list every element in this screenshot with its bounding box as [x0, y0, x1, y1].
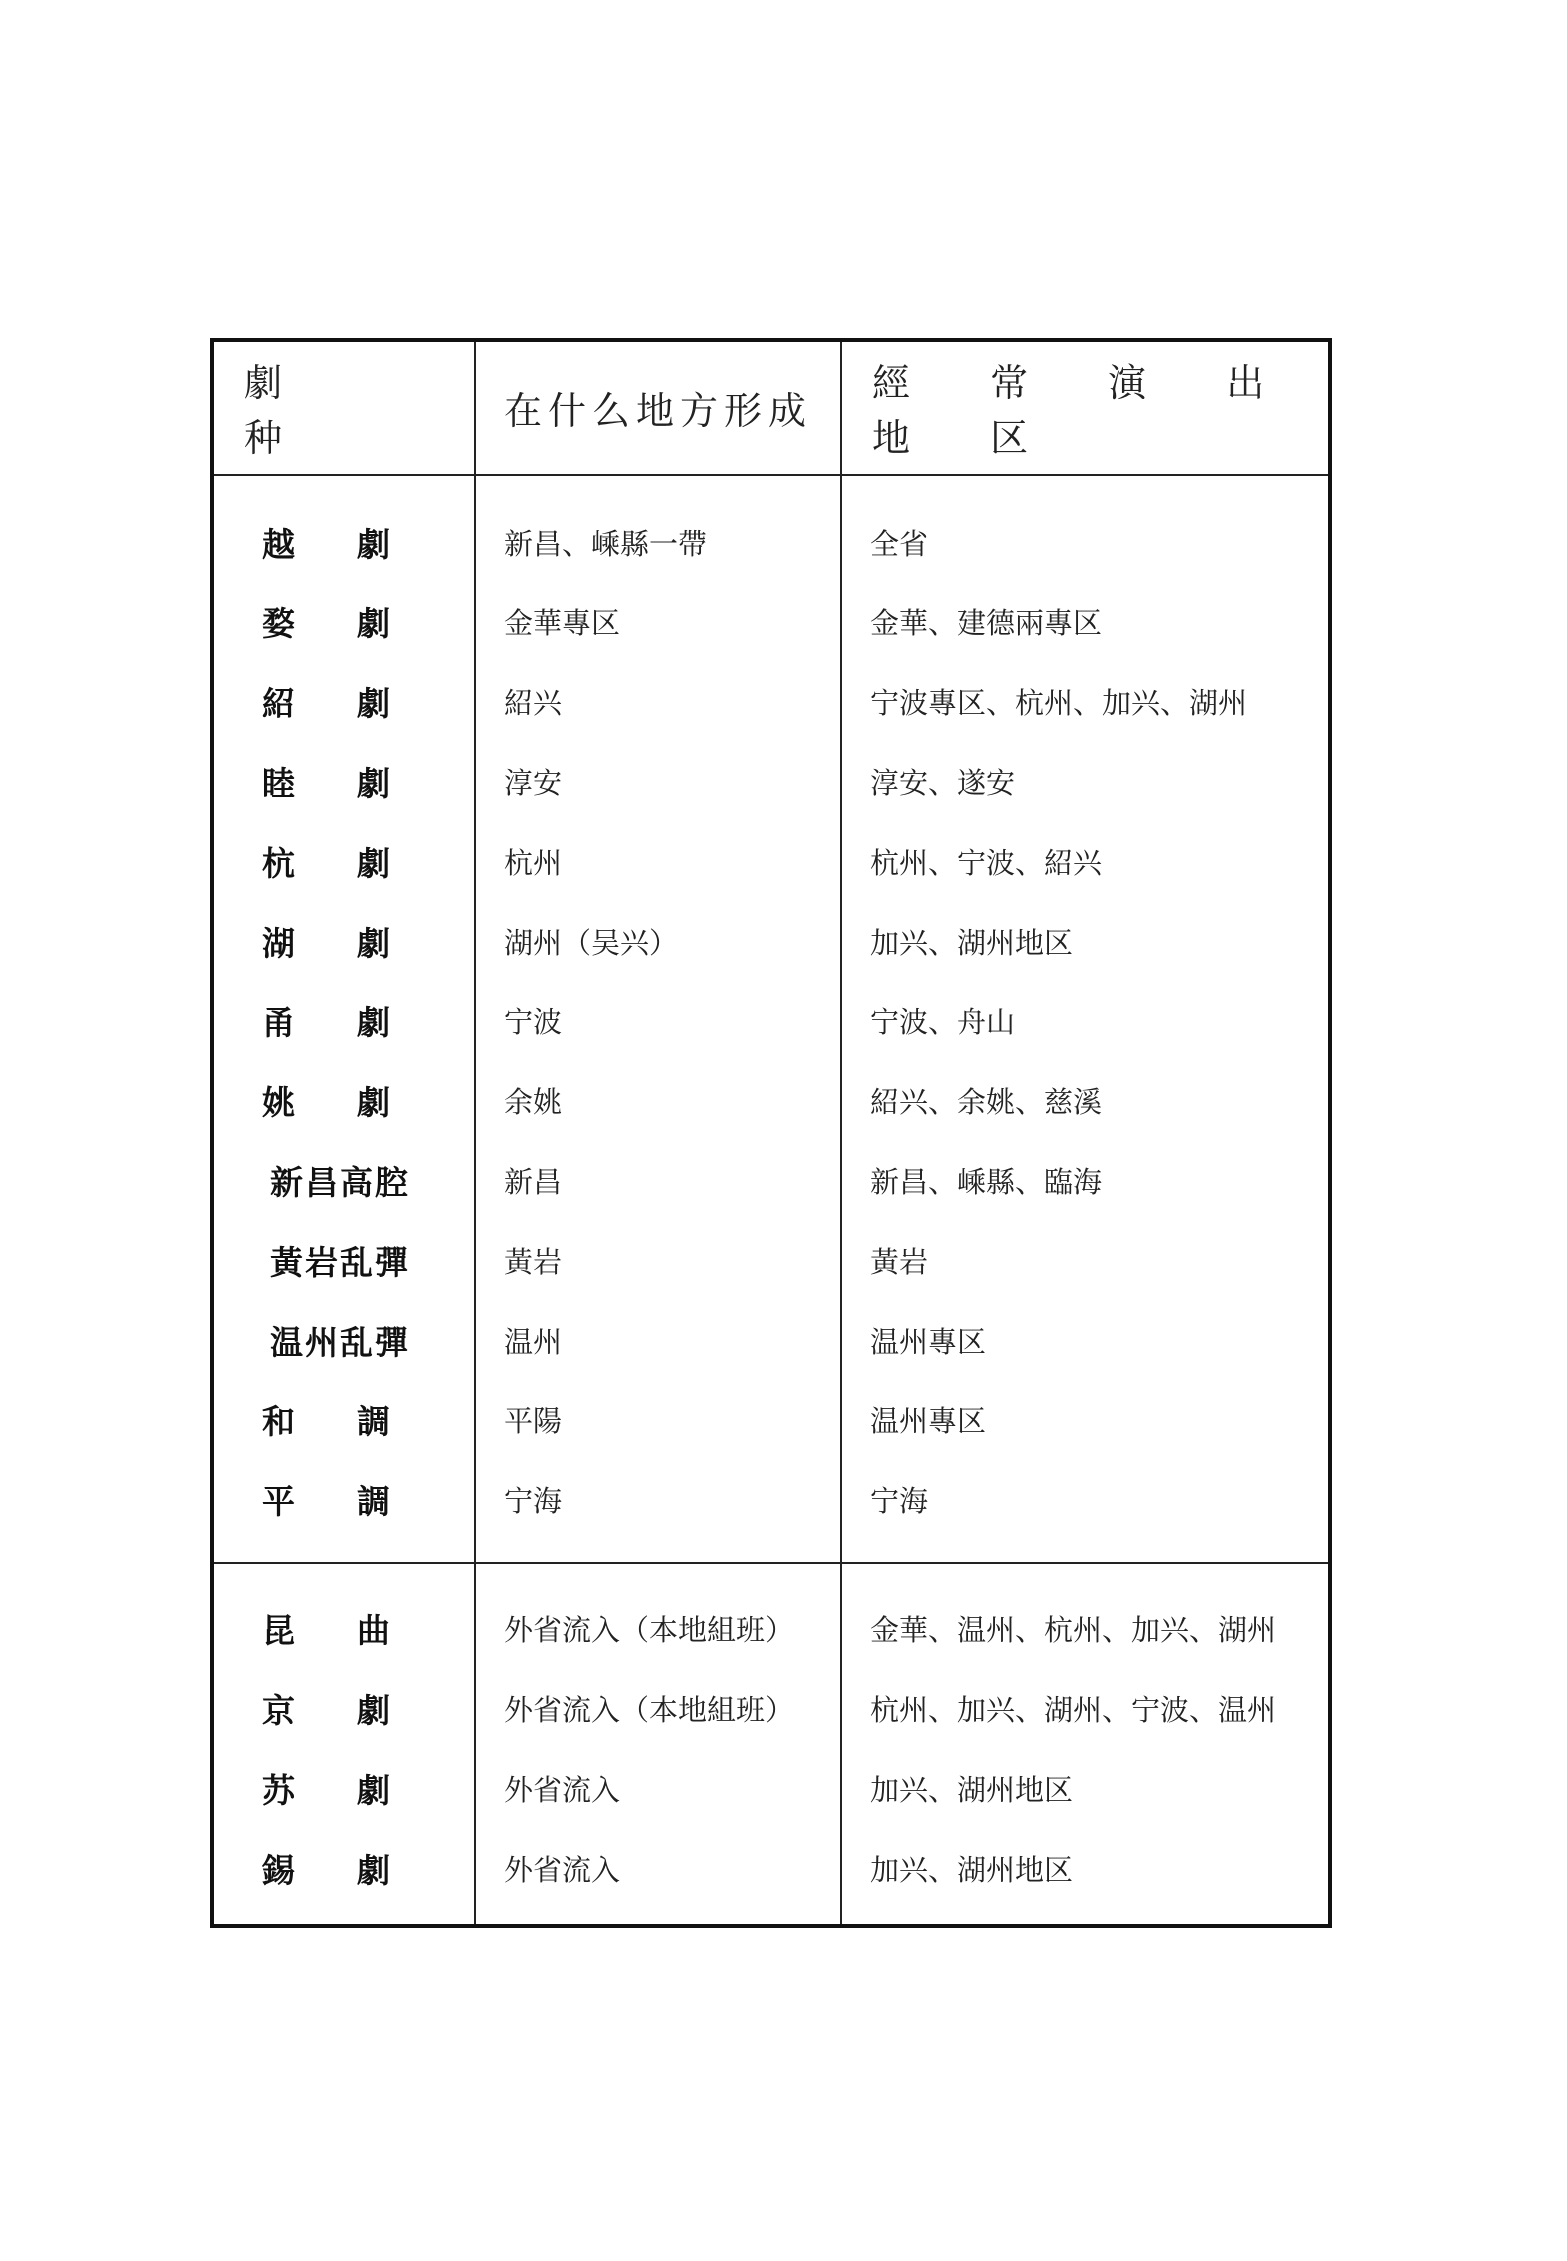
performance-areas: 新昌、嵊縣、臨海 — [870, 1164, 1103, 1199]
table-row — [214, 1140, 1328, 1220]
performance-areas: 温州專区 — [870, 1404, 987, 1439]
opera-name: 紹劇 — [262, 684, 452, 724]
opera-name: 湖劇 — [262, 923, 452, 963]
opera-name: 平調 — [262, 1482, 452, 1522]
table-row — [214, 502, 1328, 582]
origin-place: 外省流入（本地組班） — [504, 1612, 795, 1647]
table-row — [214, 582, 1328, 662]
origin-place: 宁海 — [504, 1484, 563, 1519]
header-opera-type: 劇 种 — [244, 361, 335, 460]
opera-name: 黃岩乱彈 — [270, 1242, 410, 1282]
table-row — [214, 662, 1328, 742]
opera-name: 和調 — [262, 1402, 452, 1442]
table-row — [214, 1300, 1328, 1380]
table-row — [214, 1668, 1328, 1748]
performance-areas: 淳安、遂安 — [870, 765, 1016, 800]
table-row — [214, 1588, 1328, 1668]
origin-place: 紹兴 — [504, 686, 563, 721]
opera-name: 京劇 — [262, 1690, 452, 1730]
opera-name: 錫劇 — [262, 1850, 452, 1890]
table-row — [214, 1460, 1328, 1540]
origin-place: 外省流入（本地組班） — [504, 1692, 795, 1727]
table-row — [214, 1748, 1328, 1828]
table-row — [214, 1828, 1328, 1908]
section-divider — [214, 1562, 1328, 1564]
table-row — [214, 1061, 1328, 1141]
performance-areas: 加兴、湖州地区 — [870, 925, 1074, 960]
opera-name: 杭劇 — [262, 843, 452, 883]
performance-areas: 紹兴、余姚、慈溪 — [870, 1085, 1103, 1120]
opera-name: 昆曲 — [262, 1610, 452, 1650]
performance-areas: 杭州、加兴、湖州、宁波、温州 — [870, 1692, 1277, 1727]
origin-place: 淳安 — [504, 765, 563, 800]
performance-areas: 宁海 — [870, 1484, 929, 1519]
opera-name: 越劇 — [262, 524, 452, 564]
opera-name: 苏劇 — [262, 1770, 452, 1810]
header-origin: 在什么地方形成 — [503, 388, 812, 433]
opera-name: 新昌高腔 — [270, 1162, 410, 1202]
origin-place: 黃岩 — [504, 1244, 563, 1279]
origin-place: 新昌、嵊縣一帶 — [504, 526, 708, 561]
performance-areas: 加兴、湖州地区 — [870, 1772, 1074, 1807]
origin-place: 杭州 — [504, 845, 563, 880]
table-row — [214, 901, 1328, 981]
origin-place: 平陽 — [504, 1404, 563, 1439]
origin-place: 外省流入 — [504, 1772, 621, 1807]
performance-areas: 宁波、舟山 — [870, 1005, 1016, 1040]
origin-place: 余姚 — [504, 1085, 563, 1120]
table-row — [214, 821, 1328, 901]
performance-areas: 宁波專区、杭州、加兴、湖州 — [870, 686, 1248, 721]
origin-place: 新昌 — [504, 1164, 563, 1199]
opera-name: 姚劇 — [262, 1083, 452, 1123]
opera-name: 睦劇 — [262, 763, 452, 803]
origin-place: 外省流入 — [504, 1852, 621, 1887]
opera-table — [210, 338, 1332, 1928]
performance-areas: 全省 — [870, 526, 929, 561]
performance-areas: 温州專区 — [870, 1324, 987, 1359]
opera-name: 甬劇 — [262, 1003, 452, 1043]
opera-name: 婺劇 — [262, 604, 452, 644]
origin-place: 宁波 — [504, 1005, 563, 1040]
header-divider — [214, 474, 1328, 476]
origin-place: 金華專区 — [504, 606, 621, 641]
origin-place: 湖州（吴兴） — [504, 925, 679, 960]
opera-name: 温州乱彈 — [270, 1322, 410, 1362]
performance-areas: 金華、温州、杭州、加兴、湖州 — [870, 1612, 1277, 1647]
performance-areas: 黃岩 — [870, 1244, 929, 1279]
table-row — [214, 741, 1328, 821]
table-row — [214, 1220, 1328, 1300]
table-row — [214, 1380, 1328, 1460]
performance-areas: 金華、建德兩專区 — [870, 606, 1103, 641]
header-areas: 經 常 演 出 地 区 — [872, 361, 1299, 460]
performance-areas: 杭州、宁波、紹兴 — [870, 845, 1103, 880]
performance-areas: 加兴、湖州地区 — [870, 1852, 1074, 1887]
origin-place: 温州 — [504, 1324, 563, 1359]
table-row — [214, 981, 1328, 1061]
